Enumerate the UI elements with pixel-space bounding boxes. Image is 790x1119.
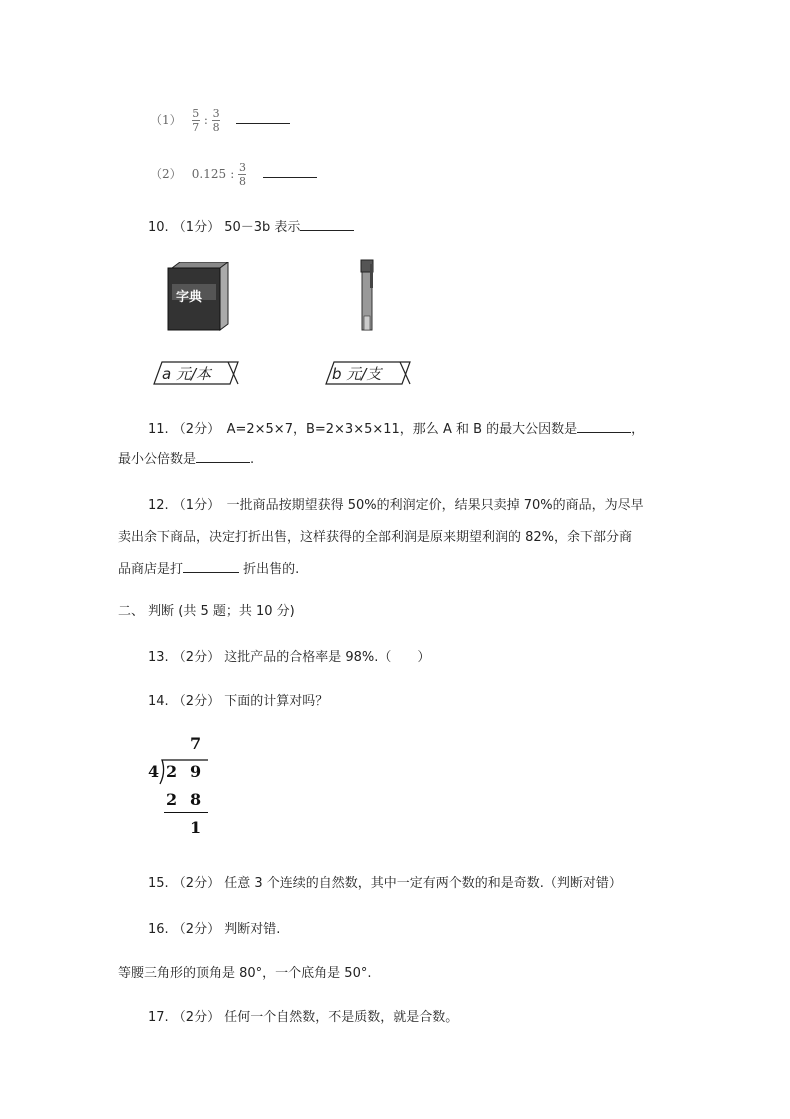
answer-blank[interactable] [577,420,631,433]
denominator: 7 [192,121,200,134]
sub-question-1 [150,108,290,133]
dividend-digit: 2 [166,762,178,781]
fraction [192,108,200,133]
ratio-sign: : [203,113,208,127]
divisor: 4 [148,762,160,781]
quotient: 7 [190,734,202,753]
product-digit: 2 [166,790,178,809]
remainder: 1 [190,818,202,837]
question-16: 16. （2分） 判断对错. [148,922,281,937]
sub-label: （2） [150,167,182,181]
product-digit: 8 [190,790,202,809]
question-12-line-1: 12. （1分） 一批商品按期望获得 50%的利润定价，结果只卖掉 70%的商品，为尽早 [148,498,644,513]
question-text: 11. （2分） A=2×5×7，B=2×3×5×11，那么 A 和 B 的最大公因数是 [148,422,578,437]
question-16-statement: 等腰三角形的顶角是 80°，一个底角是 50°. [118,966,372,981]
question-text: 最小公倍数是 [118,452,197,467]
dictionary-label: 字典 [176,290,203,305]
fraction [238,162,246,187]
question-text: 折出售的. [239,562,300,577]
question-12-line-2: 卖出余下商品，决定打折出售，这样获得的全部利润是原来期望利润的 82%，余下部分商 [118,530,633,545]
answer-blank[interactable] [300,218,354,231]
subtraction-line [164,812,208,813]
dividend-digit: 9 [190,762,202,781]
pen-icon [356,258,378,334]
punctuation: ， [631,422,645,437]
question-11-line-1 [148,418,644,437]
question-text: 品商店是打 [118,562,184,577]
question-text: 10. （1分） 50－3b 表示 [148,220,301,235]
question-12-line-3 [118,558,299,577]
numerator: 3 [238,161,246,174]
question-17: 17. （2分） 任何一个自然数，不是质数，就是合数。 [148,1010,459,1025]
answer-blank[interactable] [183,560,239,573]
sub-question-2 [150,162,317,187]
price-tag-pen-text: b 元/支 [332,365,382,383]
fraction [212,108,220,133]
price-tag-book-text: a 元/本 [162,365,212,383]
denominator: 8 [238,175,246,188]
question-15: 15. （2分） 任意 3 个连续的自然数，其中一定有两个数的和是奇数.（判断对错） [148,876,622,891]
punctuation: . [250,452,255,467]
answer-blank[interactable] [196,450,250,463]
question-13: 13. （2分） 这批产品的合格率是 98%.（ ） [148,650,431,665]
section-heading: 二、 判断 (共 5 题；共 10 分) [118,604,295,619]
numerator: 5 [192,107,200,120]
answer-blank[interactable] [263,165,317,178]
ratio-sign: : [230,167,235,181]
sub-label: （1） [150,113,182,127]
answer-blank[interactable] [236,111,290,124]
decimal-value: 0.125 [191,167,227,181]
question-11-line-2 [118,448,254,467]
question-10 [148,216,354,235]
denominator: 8 [212,121,220,134]
numerator: 3 [212,107,220,120]
question-14: 14. （2分） 下面的计算对吗？ [148,694,329,709]
